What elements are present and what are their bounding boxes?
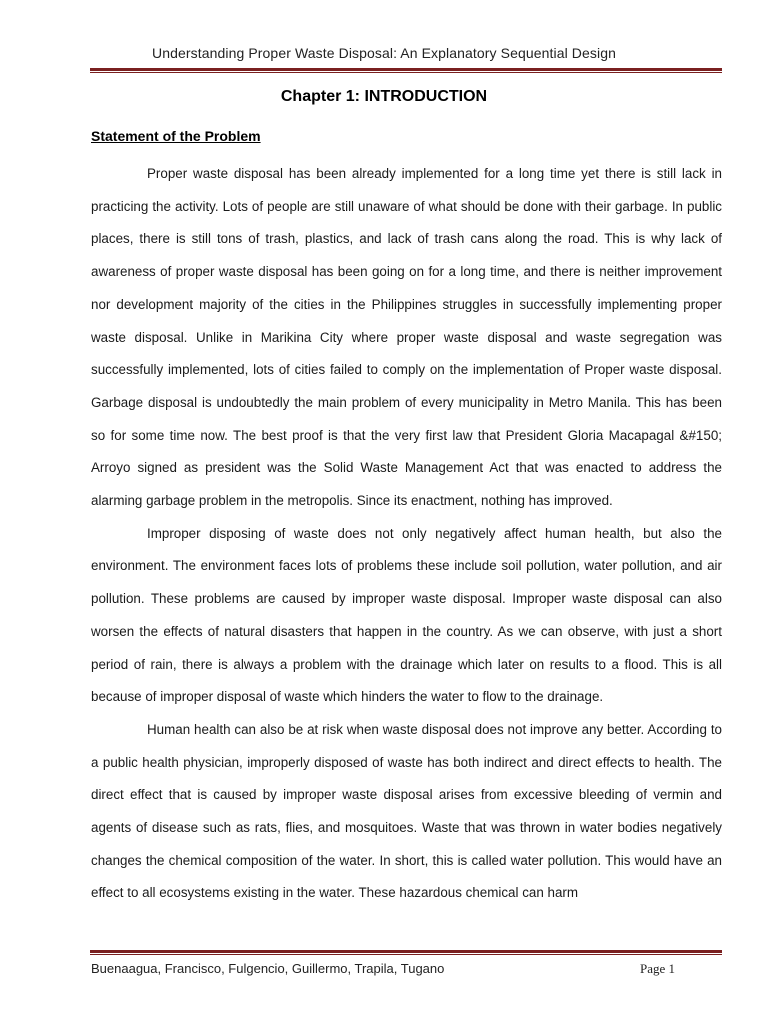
header-rule bbox=[90, 68, 722, 73]
page-number: Page 1 bbox=[640, 961, 676, 976]
paragraph: Proper waste disposal has been already implemented for a long time yet there is still lack in practicing the activity. Lots of people are still unaware of what should be done with their garbage. In public places, there is still tons of trash, plastics, and lack of trash cans along the road. This is why lack of awareness of proper waste disposal has been going on for a long time, and there is neither improvement nor development majority of the cities in the Philippines struggles in successfully implementing proper waste disposal. Unlike in Marikina City where proper waste disposal and waste segregation was successfully implemented, lots of cities failed to comply on the implementation of Proper waste disposal. Garbage disposal is undoubtedly the main problem of every municipality in Metro Manila. This has been so for some time now. The best proof is that the very first law that President Gloria Macapagal &#150; Arroyo signed as president was the Solid Waste Management Act that was enacted to address the alarming garbage problem in the metropolis. Since its enactment, nothing has improved. bbox=[91, 166, 722, 509]
footer-rule bbox=[90, 950, 722, 955]
section-heading: Statement of the Problem bbox=[91, 128, 261, 144]
body-text bbox=[91, 158, 722, 910]
footer-authors: Buenaagua, Francisco, Fulgencio, Guillermo, Trapila, Tugano bbox=[91, 961, 445, 976]
running-header: Understanding Proper Waste Disposal: An Explanatory Sequential Design bbox=[152, 45, 616, 61]
paragraph: Improper disposing of waste does not only negatively affect human health, but also the environment. The environment faces lots of problems these include soil pollution, water pollution, and air pollution. These problems are caused by improper waste disposal. Improper waste disposal can also worsen the effects of natural disasters that happen in the country. As we can observe, with just a short period of rain, there is always a problem with the drainage which later on results to a flood. This is all because of improper disposal of waste which hinders the water to flow to the drainage. bbox=[91, 525, 722, 705]
paragraph: Human health can also be at risk when waste disposal does not improve any better. According to a public health physician, improperly disposed of waste has both indirect and direct effects to health. The direct effect that is caused by improper waste disposal arises from excessive bleeding of vermin and agents of disease such as rats, flies, and mosquitoes. Waste that was thrown in water bodies negatively changes the chemical composition of the water. In short, this is called water pollution. This would have an effect to all ecosystems existing in the water. These hazardous chemical can harm bbox=[91, 721, 722, 901]
chapter-title: Chapter 1: INTRODUCTION bbox=[280, 88, 488, 105]
